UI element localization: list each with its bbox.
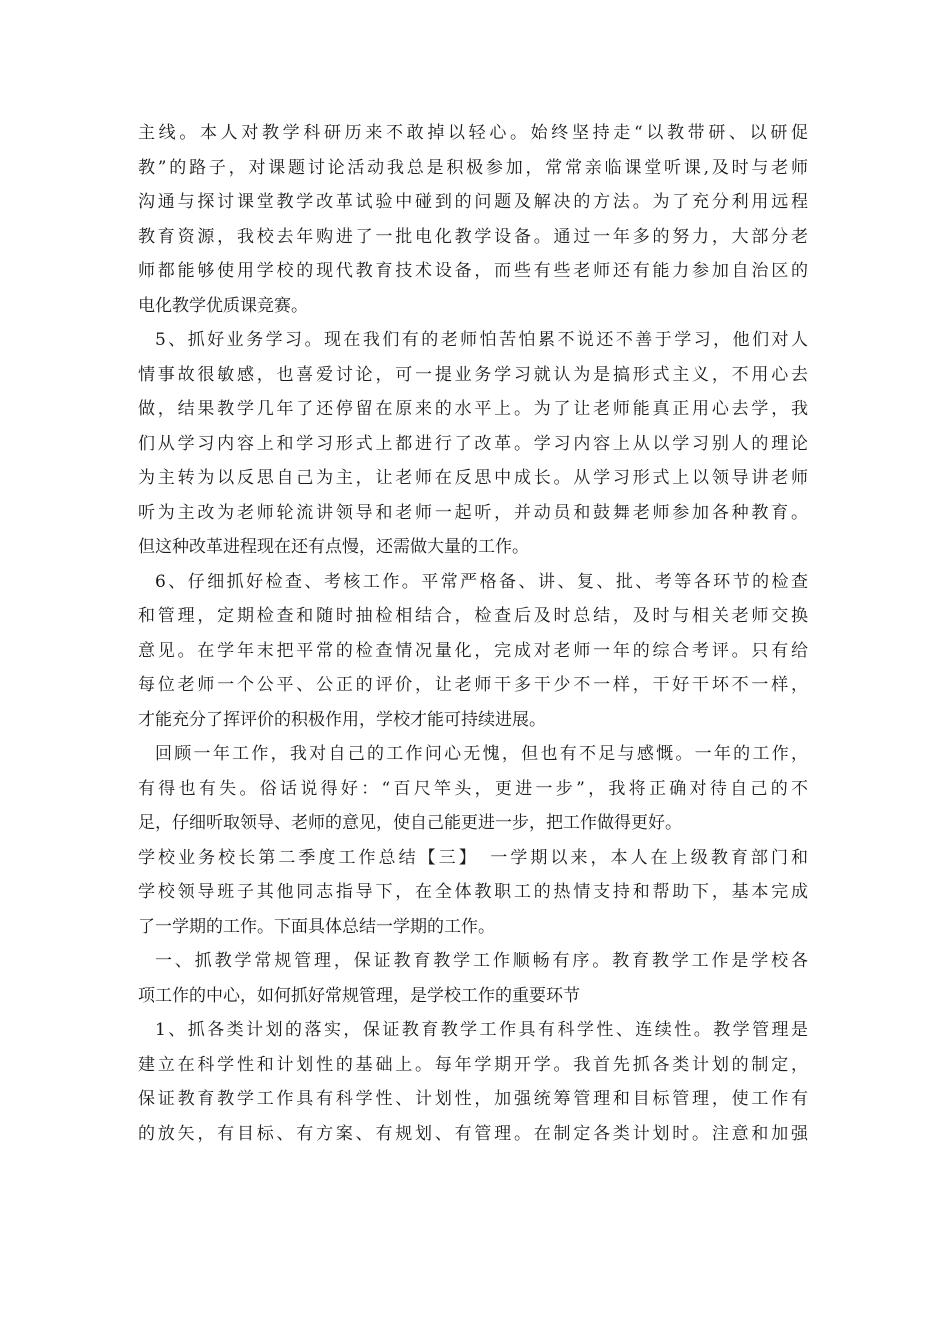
text-line: 教育资源，我校去年购进了一批电化教学设备。通过一年多的努力，大部分老 bbox=[138, 226, 808, 247]
text-line: 的放矢，有目标、有方案、有规划、有管理。在制定各类计划时。注意和加强 bbox=[138, 1123, 808, 1144]
text-line: 项工作的中心，如何抓好常规管理，是学校工作的重要环节 bbox=[138, 985, 580, 1006]
text-line: 但这种改革进程现在还有点慢，还需做大量的工作。 bbox=[138, 537, 529, 557]
text-line: 回顾一年工作，我对自己的工作问心无愧，但也有不足与感慨。一年的工作， bbox=[155, 744, 808, 764]
text-line: 1、抓各类计划的落实，保证教育教学工作具有科学性、连续性。教学管理是 bbox=[155, 1020, 808, 1040]
document-body bbox=[138, 116, 808, 1151]
text-line: 有得也有失。俗话说得好：“百尺竿头，更进一步”，我将正确对待自己的不 bbox=[138, 778, 808, 799]
text-line: 主线。本人对教学科研历来不敢掉以轻心。始终坚持走“以教带研、以研促 bbox=[138, 123, 808, 143]
text-line: 情事故很敏感，也喜爱讨论，可一提业务学习就认为是搞形式主义，不用心去 bbox=[138, 364, 808, 385]
text-line: 才能充分了挥评价的积极作用，学校才能可持续进展。 bbox=[138, 709, 546, 730]
text-line: 足，仔细听取领导、老师的意见，使自己能更进一步，把工作做得更好。 bbox=[138, 813, 682, 833]
text-line: 学校领导班子其他同志指导下，在全体教职工的热情支持和帮助下，基本完成 bbox=[138, 882, 808, 902]
text-line: 了一学期的工作。下面具体总结一学期的工作。 bbox=[138, 916, 495, 937]
text-line: 师都能够使用学校的现代教育技术设备，而些有些老师还有能力参加自治区的 bbox=[138, 261, 808, 281]
text-line: 每位老师一个公平、公正的评价，让老师干多干少不一样，干好干坏不一样， bbox=[138, 675, 808, 695]
text-line: 意见。在学年末把平常的检查情况量化，完成对老师一年的综合考评。只有给 bbox=[138, 640, 808, 661]
text-line: 为主转为以反思自己为主，让老师在反思中成长。从学习形式上以领导讲老师 bbox=[138, 468, 808, 488]
text-line: 5、抓好业务学习。现在我们有的老师怕苦怕累不说还不善于学习，他们对人 bbox=[155, 330, 808, 350]
text-line: 保证教育教学工作具有科学性、计划性，加强统筹管理和目标管理，使工作有 bbox=[138, 1089, 808, 1109]
text-line: 和管理，定期检查和随时抽检相结合，检查后及时总结，及时与相关老师交换 bbox=[138, 606, 808, 626]
text-line: 学校业务校长第二季度工作总结【三】 一学期以来，本人在上级教育部门和 bbox=[138, 847, 808, 868]
text-line: 沟通与探讨课堂教学改革试验中碰到的问题及解决的方法。为了充分利用远程 bbox=[138, 192, 808, 212]
text-line: 6、仔细抓好检查、考核工作。平常严格备、讲、复、批、考等各环节的检查 bbox=[155, 571, 808, 592]
text-line: 们从学习内容上和学习形式上都进行了改革。学习内容上从以学习别人的理论 bbox=[138, 433, 808, 454]
text-line: 一、抓教学常规管理，保证教育教学工作顺畅有序。教育教学工作是学校各 bbox=[155, 951, 808, 971]
text-line: 电化教学优质课竞赛。 bbox=[138, 295, 308, 316]
text-line: 做，结果教学几年了还停留在原来的水平上。为了让老师能真正用心去学，我 bbox=[138, 399, 808, 419]
text-line: 建立在科学性和计划性的基础上。每年学期开学。我首先抓各类计划的制定， bbox=[138, 1054, 808, 1075]
text-line: 教”的路子，对课题讨论活动我总是积极参加，常常亲临课堂听课,及时与老师 bbox=[138, 157, 808, 178]
text-line: 听为主改为老师轮流讲领导和老师一起听，并动员和鼓舞老师参加各种教育。 bbox=[138, 502, 808, 523]
